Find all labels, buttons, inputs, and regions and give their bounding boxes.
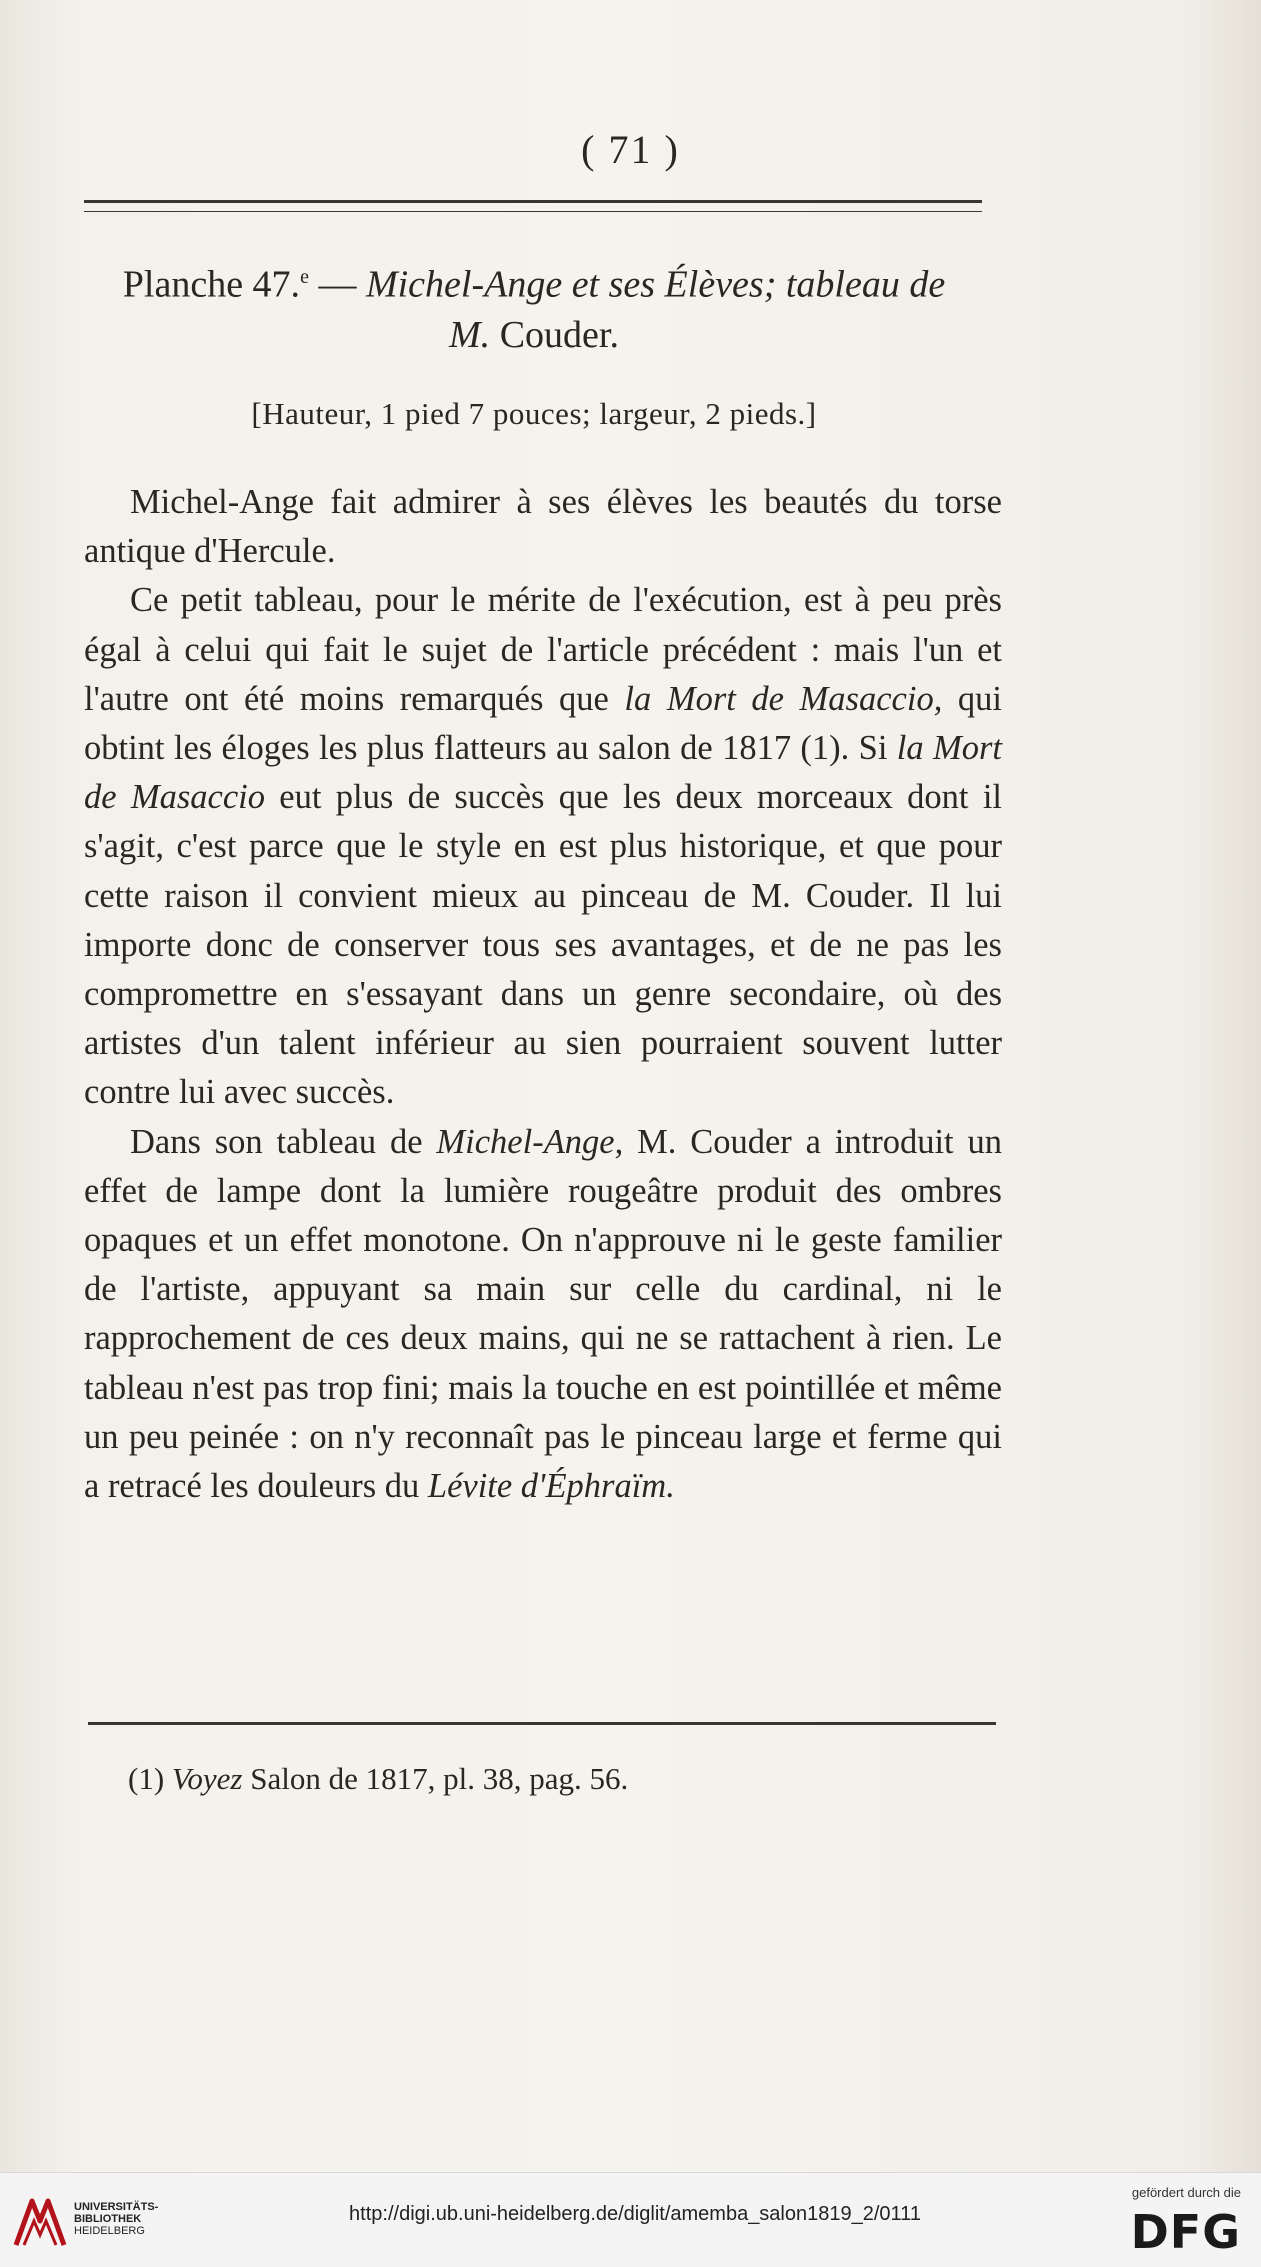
header-rule xyxy=(84,200,982,212)
paragraph-2-part-c: eut plus de succès que les deux morceaux dont il s'agit, c'est parce que le style en est plus historique, et que pour cette raison il convient mieux au pinceau de M. Couder. Il lui importe donc de conserver tous ses avantages, et de ne pas les compromettre en s'essayant dans un genre secondaire, où des artistes d'un talent inférieur au sien pourraient souvent lutter contre lui avec succès. xyxy=(84,778,1002,1112)
plate-title: Michel-Ange et ses Élèves; tableau de xyxy=(365,263,946,306)
footnote-rule xyxy=(88,1722,996,1726)
artist-name: Couder. xyxy=(490,313,619,356)
heading-dash: — xyxy=(308,263,366,306)
page-number: ( 71 ) xyxy=(581,127,680,172)
artist-prefix: M. xyxy=(449,313,491,356)
digitization-footer xyxy=(0,2172,1261,2267)
plate-superscript: e xyxy=(300,266,309,288)
body-text xyxy=(84,478,1002,1511)
paragraph-2-italic-2: la Mort de Masaccio xyxy=(84,729,1002,817)
plate-heading xyxy=(84,252,984,360)
plate-label: Planche 47. xyxy=(122,263,301,306)
footnote-text: Salon de 1817, pl. 38, pag. 56. xyxy=(242,1761,629,1796)
paragraph-2-part-a: Ce petit tableau, pour le mérite de l'exécution, est à peu près égal à celui qui fait le sujet de l'article précédent : mais l'un et l'autre ont été moins remarqués que xyxy=(84,581,1002,718)
paragraph-3 xyxy=(84,1118,1002,1512)
library-seal-icon xyxy=(10,2191,70,2253)
dfg-logo: DFG xyxy=(1130,2205,1241,2259)
paragraph-3-italic-2: Lévite d'Éphraïm. xyxy=(427,1467,675,1506)
paragraph-3-part-a: Dans son tableau de xyxy=(130,1122,437,1161)
footnote xyxy=(84,1757,984,1801)
paragraph-2-italic-1: la Mort de Masaccio, xyxy=(624,679,943,718)
library-line-3: HEIDELBERG xyxy=(74,2225,145,2237)
paragraph-1-text: Michel-Ange fait admirer à ses élèves les beautés du torse antique d'Hercule. xyxy=(84,483,1002,571)
footnote-voyez: Voyez xyxy=(171,1761,243,1796)
paragraph-3-part-b: M. Couder a introduit un effet de lampe dont la lumière rougeâtre produit des ombres opaques et un effet monotone. On n'approuve ni le geste familier de l'artiste, appuyant sa main sur celle du cardinal, ni le rapprochement de ces deux mains, qui ne se rattachent à rien. Le tableau n'est pas trop fini; mais la touche en est pointillée et même un peu peinée : on n'y reconnaît pas le pinceau large et ferme qui a retracé les douleurs du xyxy=(84,1122,1002,1506)
paragraph-3-italic-1: Michel-Ange, xyxy=(436,1122,624,1161)
plate-dimensions: [Hauteur, 1 pied 7 pouces; largeur, 2 pieds.] xyxy=(251,396,817,431)
footnote-marker: (1) xyxy=(128,1761,172,1796)
library-name xyxy=(74,2201,158,2237)
funding-credit: gefördert durch die xyxy=(1131,2185,1241,2200)
library-line-2: BIBLIOTHEK xyxy=(74,2213,142,2225)
paragraph-2 xyxy=(84,576,1002,1117)
paragraph-2-part-b: qui obtint les éloges les plus flatteurs au salon de 1817 (1). Si xyxy=(84,679,1002,768)
library-line-1: UNIVERSITÄTS- xyxy=(74,2201,159,2213)
permalink-url[interactable]: http://digi.ub.uni-heidelberg.de/diglit/amemba_salon1819_2/0111 xyxy=(349,2203,921,2225)
paragraph-1 xyxy=(84,478,1002,576)
